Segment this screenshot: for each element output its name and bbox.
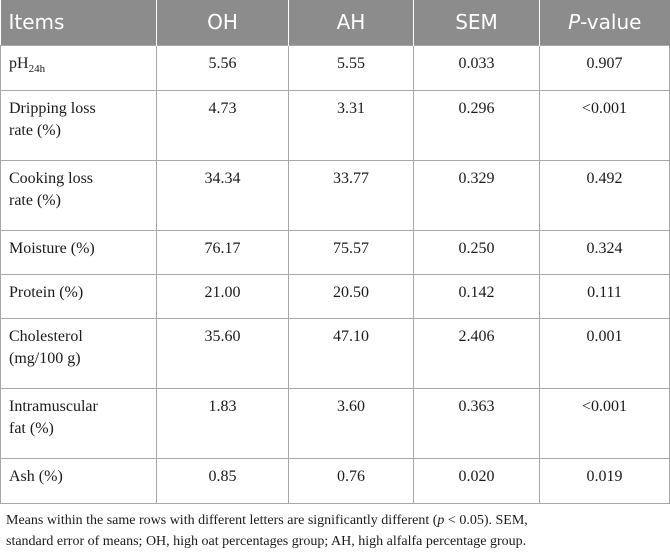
item-cell	[1, 45, 157, 90]
header-row	[1, 0, 670, 45]
header-oh: OH	[157, 0, 289, 45]
item-cell: Protein (%)	[1, 274, 157, 318]
header-p-letter: P	[568, 10, 581, 35]
ah-cell: 0.76	[289, 458, 414, 503]
footnote-text-a: Means within the same rows with different letters are significantly different (	[6, 512, 438, 528]
table-row	[1, 274, 670, 318]
footnote-text-line2: standard error of means; OH, high oat percentages group; AH, high alfalfa percentage group.	[6, 533, 527, 549]
item-cell	[1, 160, 157, 230]
p-value-cell: <0.001	[540, 388, 670, 458]
ah-cell: 5.55	[289, 45, 414, 90]
oh-cell: 0.85	[157, 458, 289, 503]
table-row	[1, 388, 670, 458]
sem-cell: 0.296	[414, 90, 540, 160]
ah-cell: 47.10	[289, 318, 414, 388]
item-label: pH	[9, 54, 29, 72]
oh-cell: 76.17	[157, 230, 289, 274]
item-label-line2: rate (%)	[9, 121, 61, 139]
ah-cell: 20.50	[289, 274, 414, 318]
oh-cell: 5.56	[157, 45, 289, 90]
sem-cell: 0.020	[414, 458, 540, 503]
item-cell	[1, 318, 157, 388]
item-label-line1: Cooking loss	[9, 169, 94, 187]
item-cell	[1, 90, 157, 160]
footnote-text-b: < 0.05). SEM,	[444, 512, 528, 528]
header-p-suffix: -value	[580, 10, 642, 35]
p-value-cell: 0.492	[540, 160, 670, 230]
header-ah: AH	[289, 0, 414, 45]
table-footnote	[0, 504, 670, 552]
item-label-line1: Dripping loss	[9, 99, 96, 117]
sem-cell: 2.406	[414, 318, 540, 388]
item-cell: Moisture (%)	[1, 230, 157, 274]
table-row	[1, 318, 670, 388]
item-subscript: 24h	[28, 62, 46, 75]
oh-cell: 4.73	[157, 90, 289, 160]
p-value-cell: 0.324	[540, 230, 670, 274]
p-value-cell: 0.019	[540, 458, 670, 503]
item-label-line2: fat (%)	[9, 419, 54, 437]
item-cell	[1, 388, 157, 458]
footnote-p-symbol: p	[437, 512, 445, 528]
oh-cell: 1.83	[157, 388, 289, 458]
header-items: Items	[1, 0, 157, 45]
sem-cell: 0.142	[414, 274, 540, 318]
sem-cell: 0.329	[414, 160, 540, 230]
table-row	[1, 458, 670, 503]
sem-cell: 0.250	[414, 230, 540, 274]
header-p-value	[540, 0, 670, 45]
oh-cell: 34.34	[157, 160, 289, 230]
ah-cell: 3.60	[289, 388, 414, 458]
ah-cell: 3.31	[289, 90, 414, 160]
sem-cell: 0.363	[414, 388, 540, 458]
table-row	[1, 90, 670, 160]
item-label-line2: rate (%)	[9, 191, 61, 209]
p-value-cell: 0.111	[540, 274, 670, 318]
sem-cell: 0.033	[414, 45, 540, 90]
table-row	[1, 160, 670, 230]
p-value-cell: <0.001	[540, 90, 670, 160]
item-label-line1: Cholesterol	[9, 327, 83, 345]
table-row	[1, 230, 670, 274]
item-label-line2: (mg/100 g)	[9, 349, 81, 367]
oh-cell: 21.00	[157, 274, 289, 318]
item-label-line1: Intramuscular	[9, 397, 98, 415]
ah-cell: 75.57	[289, 230, 414, 274]
ah-cell: 33.77	[289, 160, 414, 230]
header-sem: SEM	[414, 0, 540, 45]
table-row	[1, 45, 670, 90]
item-cell: Ash (%)	[1, 458, 157, 503]
p-value-cell: 0.001	[540, 318, 670, 388]
p-value-cell: 0.907	[540, 45, 670, 90]
oh-cell: 35.60	[157, 318, 289, 388]
